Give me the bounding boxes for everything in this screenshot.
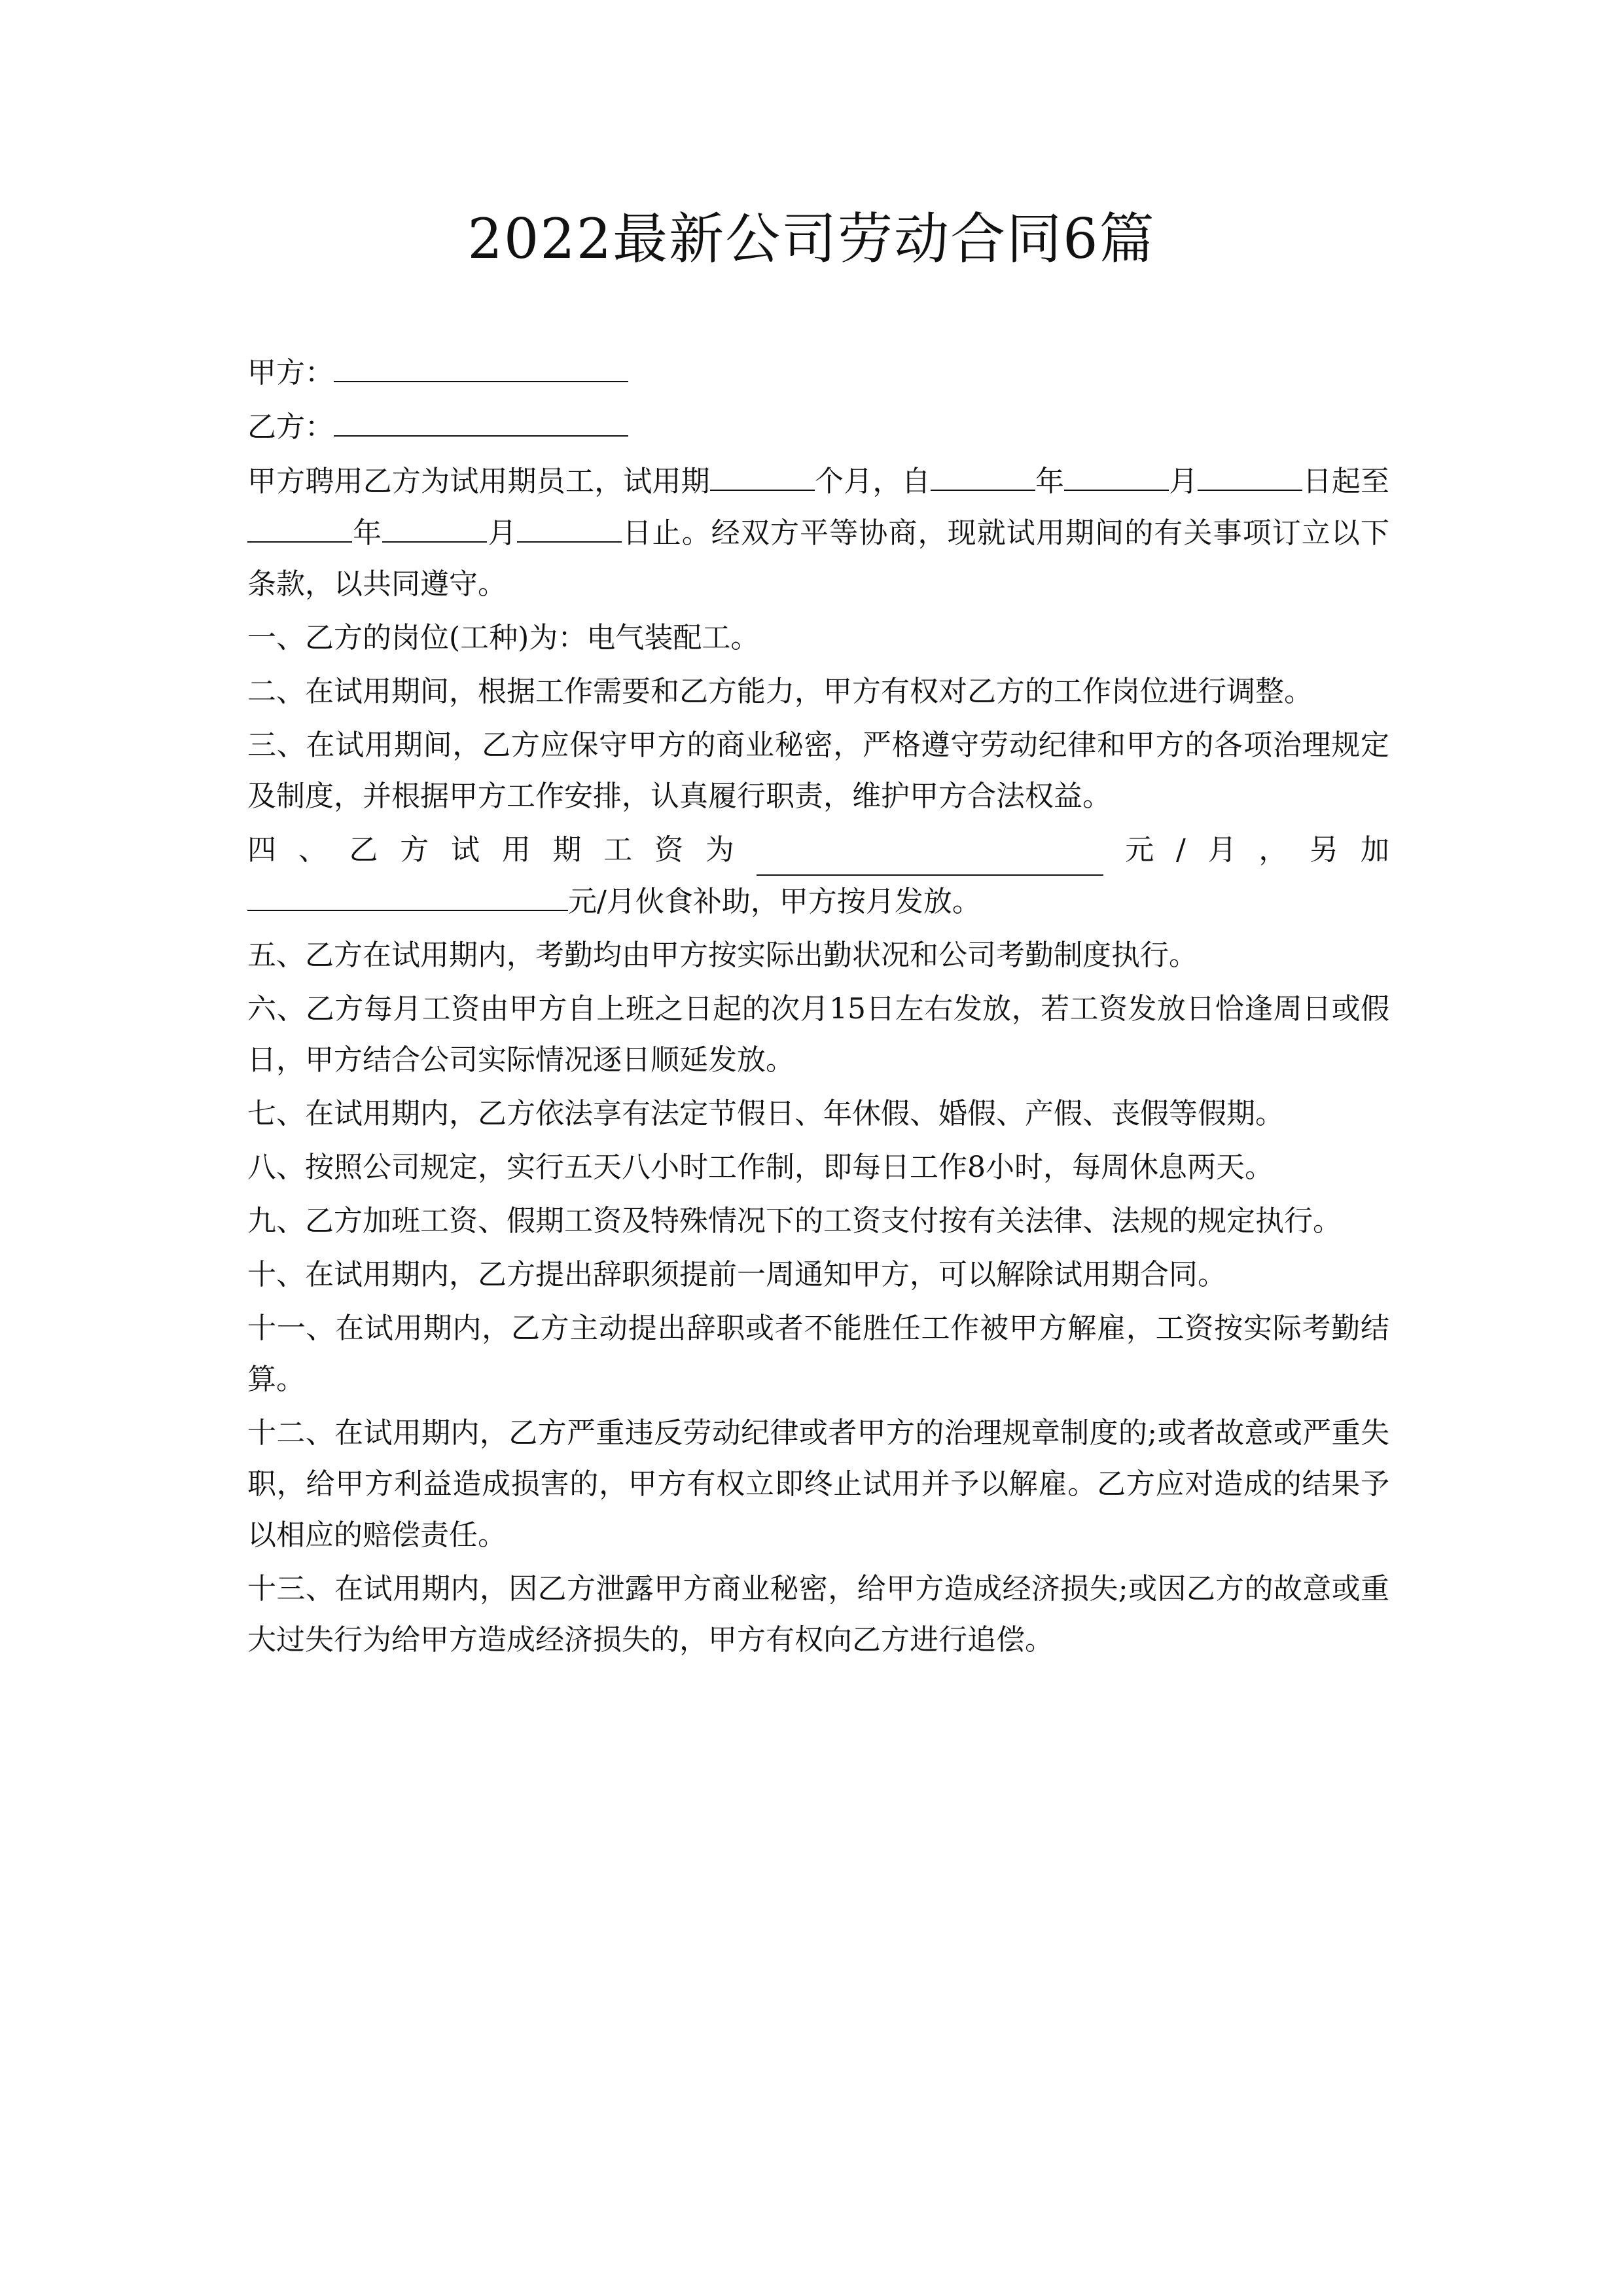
- clause-4-char: 、: [298, 833, 327, 867]
- end-month-blank: [382, 507, 487, 543]
- clause-3: 三、在试用期间，乙方应保守甲方的商业秘密，严格遵守劳动纪律和甲方的各项治理规定及制度，并根据甲方工作安排，认真履行职责，维护甲方合法权益。: [247, 728, 1389, 813]
- clause-5: 五、乙方在试用期内，考勤均由甲方按实际出勤状况和公司考勤制度执行。: [247, 939, 1198, 972]
- clause-11: 十一、在试用期内，乙方主动提出辞职或者不能胜任工作被甲方解雇，工资按实际考勤结算。: [247, 1312, 1389, 1396]
- document-body: [247, 347, 1389, 1668]
- clause-4-char: 期: [552, 833, 582, 867]
- intro-text: 年: [352, 516, 383, 550]
- clause-4-char: 方: [400, 833, 429, 867]
- end-day-blank: [517, 507, 622, 543]
- probation-months-blank: [710, 456, 815, 491]
- clause-9: 九、乙方加班工资、假期工资及特殊情况下的工资支付按有关法律、法规的规定执行。: [247, 1204, 1342, 1238]
- clause-4-line-1: [247, 825, 1389, 876]
- clause-4-line-2: [247, 876, 1389, 927]
- clause-4-char: 加: [1360, 833, 1389, 867]
- clause-4-line-2-text: 元/月伙食补助，甲方按月发放。: [568, 885, 981, 918]
- start-year-blank: [931, 456, 1035, 491]
- clause-13: 十三、在试用期内，因乙方泄露甲方商业秘密，给甲方造成经济损失;或因乙方的故意或重大过失行为给甲方造成经济损失的，甲方有权向乙方进行追偿。: [247, 1572, 1389, 1657]
- intro-text: 月: [1169, 465, 1198, 498]
- clause-2: 二、在试用期间，根据工作需要和乙方能力，甲方有权对乙方的工作岗位进行调整。: [247, 675, 1313, 708]
- end-year-blank: [247, 507, 352, 543]
- clause-4-char: 四: [247, 833, 276, 867]
- document-title: 2022最新公司劳动合同6篇: [467, 207, 1156, 271]
- clause-4-char: 为: [705, 833, 734, 867]
- clause-6: 六、乙方每月工资由甲方自上班之日起的次月15日左右发放，若工资发放日恰逢周日或假日，甲方结合公司实际情况逐日顺延发放。: [247, 992, 1389, 1077]
- clause-4-char: 乙: [349, 833, 378, 867]
- clause-4-char: 用: [501, 833, 531, 867]
- clause-4-char: /: [1176, 833, 1186, 867]
- clause-1: 一、乙方的岗位(工种)为：电气装配工。: [247, 621, 760, 655]
- clause-10: 十、在试用期内，乙方提出辞职须提前一周通知甲方，可以解除试用期合同。: [247, 1258, 1226, 1291]
- clause-4-char: 资: [654, 833, 683, 867]
- clause-8: 八、按照公司规定，实行五天八小时工作制，即每日工作8小时，每周休息两天。: [247, 1151, 1274, 1184]
- probation-salary-blank: [757, 840, 1103, 876]
- intro-paragraph: [247, 456, 1389, 610]
- party-b-line: [247, 401, 1389, 453]
- clause-4-char: ，: [1258, 833, 1288, 867]
- intro-text: 年: [1035, 465, 1065, 498]
- clause-12: 十二、在试用期内，乙方严重违反劳动纪律或者甲方的治理规章制度的;或者故意或严重失职，给甲方利益造成损害的，甲方有权立即终止试用并予以解雇。乙方应对造成的结果予以相应的赔偿责任。: [247, 1416, 1389, 1552]
- clause-4-char: 另: [1310, 833, 1339, 867]
- clause-4-char: 工: [603, 833, 633, 867]
- party-b-label: 乙方：: [247, 410, 334, 444]
- clause-4-char: 月: [1207, 833, 1237, 867]
- party-a-line: [247, 347, 1389, 399]
- intro-text: 月: [487, 516, 518, 550]
- party-a-label: 甲方：: [247, 356, 334, 389]
- start-day-blank: [1198, 456, 1302, 491]
- intro-text: 甲方聘用乙方为试用期员工，试用期: [247, 465, 710, 498]
- clause-7: 七、在试用期内，乙方依法享有法定节假日、年休假、婚假、产假、丧假等假期。: [247, 1097, 1284, 1130]
- party-b-blank: [334, 401, 628, 437]
- party-a-blank: [334, 347, 628, 382]
- meal-allowance-blank: [247, 876, 568, 911]
- intro-text: 个月，自: [814, 465, 931, 498]
- intro-text: 日止。经双方平等协商，现就试用期间的有关事项订立以下条款，以共同遵守。: [247, 516, 1390, 601]
- intro-text: 日起至: [1302, 465, 1390, 498]
- clause-4-char: 试: [451, 833, 480, 867]
- clause-4-char: 元: [1125, 833, 1154, 867]
- start-month-blank: [1064, 456, 1169, 491]
